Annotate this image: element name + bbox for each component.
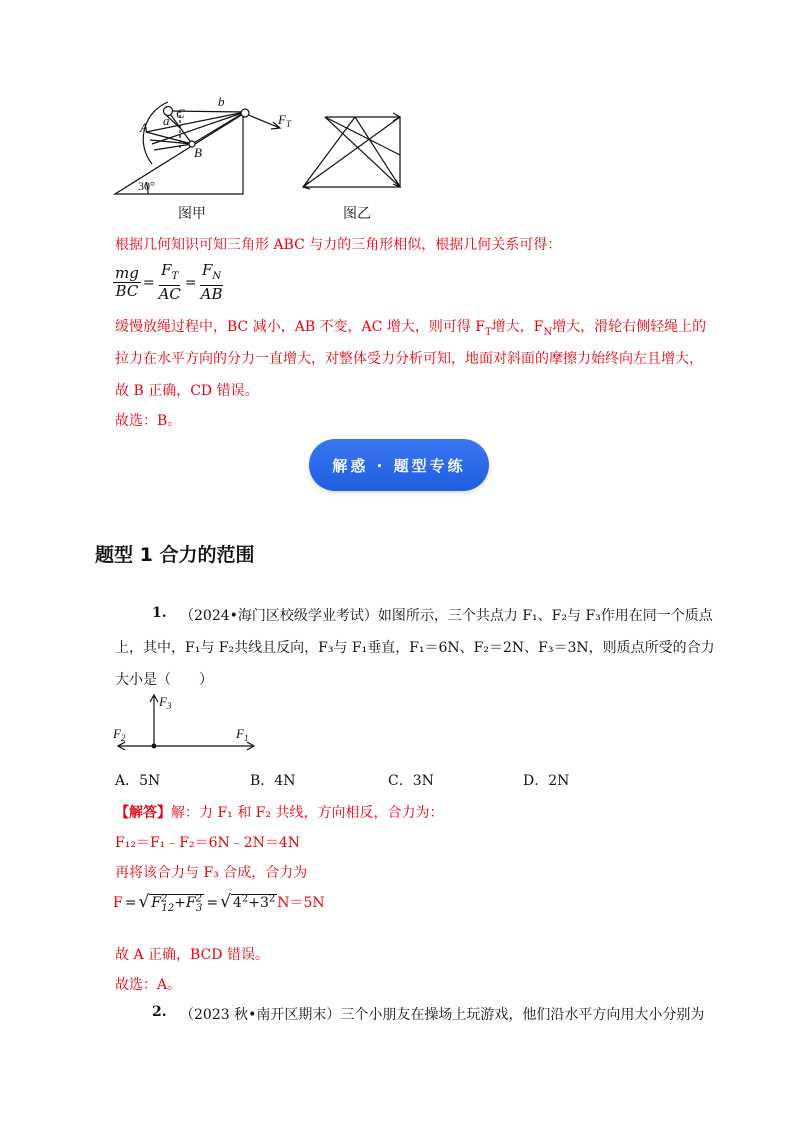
- section-banner: 解惑 · 题型专练: [309, 439, 489, 491]
- analysis-line-3: 拉力在水平方向的分力一直增大，对整体受力分析可知，地面对斜面的摩擦力始终向左且增大，: [115, 351, 703, 367]
- label-F1: $F_1$: [236, 726, 249, 743]
- analysis-line-2: 缓慢放绳过程中，BC 减小，AB 不变，AC 增大，则可得 $F_T$增大，$F_N$增大，滑轮右侧轻绳上的: [115, 319, 707, 338]
- label-B: B: [194, 145, 202, 160]
- q2-line-1: （2023 秋•南开区期末）三个小朋友在操场上玩游戏，他们沿水平方向用大小分别为: [180, 1007, 705, 1023]
- q1-line-2: 上，其中，F₁与 F₂共线且反向，F₃与 F₁垂直，F₁＝6N、F₂＝2N、F₃＝3N，则质点所受的合力: [115, 640, 715, 656]
- q1-number: 1.: [152, 605, 167, 621]
- answer-line-6: 故选：A。: [115, 977, 182, 993]
- caption-jia: 图甲: [178, 206, 206, 222]
- answer-line-5: 故 A 正确，BCD 错误。: [115, 947, 269, 963]
- q1-line-1: （2024•海门区校级学业考试）如图所示，三个共点力 F₁、F₂与 F₃作用在同一个质点: [180, 608, 713, 624]
- label-b: b: [218, 94, 225, 109]
- analysis-line-5: 故选：B。: [115, 413, 182, 429]
- option-d[interactable]: D．2N: [523, 773, 570, 789]
- section-title: 题型 1 合力的范围: [95, 544, 255, 566]
- option-a[interactable]: A．5N: [115, 773, 161, 789]
- answer-line-2: F₁₂＝F₁﹣F₂＝6N﹣2N＝4N: [115, 835, 301, 851]
- label-c: C: [176, 106, 185, 121]
- figure-yi: [295, 105, 410, 195]
- q1-line-3: 大小是（ ）: [115, 672, 213, 688]
- analysis-line-4: 故 B 正确，CD 错误。: [115, 383, 259, 399]
- answer-line-1: 【解答】解：力 F₁ 和 F₂ 共线，方向相反，合力为：: [115, 805, 444, 821]
- similarity-formula: $\frac{mg}{BC}$ = $\frac{F_T}{AC}$ = $\frac{F_N}{AB}$: [115, 261, 223, 303]
- resultant-formula: F = √ $F^2_{12}+F^2_3$ = √ $4^2+3^2$ N＝5N: [113, 892, 325, 914]
- answer-line-3: 再将该合力与 F₃ 合成，合力为: [115, 865, 308, 881]
- label-angle: 30°: [138, 179, 155, 193]
- q2-number: 2.: [152, 1004, 167, 1020]
- label-F2: $F_2$: [113, 726, 126, 743]
- figure-jia: [110, 92, 310, 202]
- label-F3: $F_3$: [159, 694, 172, 711]
- particle-point: [152, 744, 157, 749]
- option-b[interactable]: B．4N: [250, 773, 296, 789]
- analysis-line-1: 根据几何知识可知三角形 ABC 与力的三角形相似，根据几何关系可得：: [115, 237, 562, 253]
- label-a-small: a: [163, 113, 170, 128]
- caption-yi: 图乙: [343, 206, 371, 222]
- option-c[interactable]: C．3N: [388, 773, 434, 789]
- q1-force-figure: [108, 690, 263, 755]
- label-A: A: [140, 120, 148, 135]
- label-FT: $F_T$: [278, 112, 291, 129]
